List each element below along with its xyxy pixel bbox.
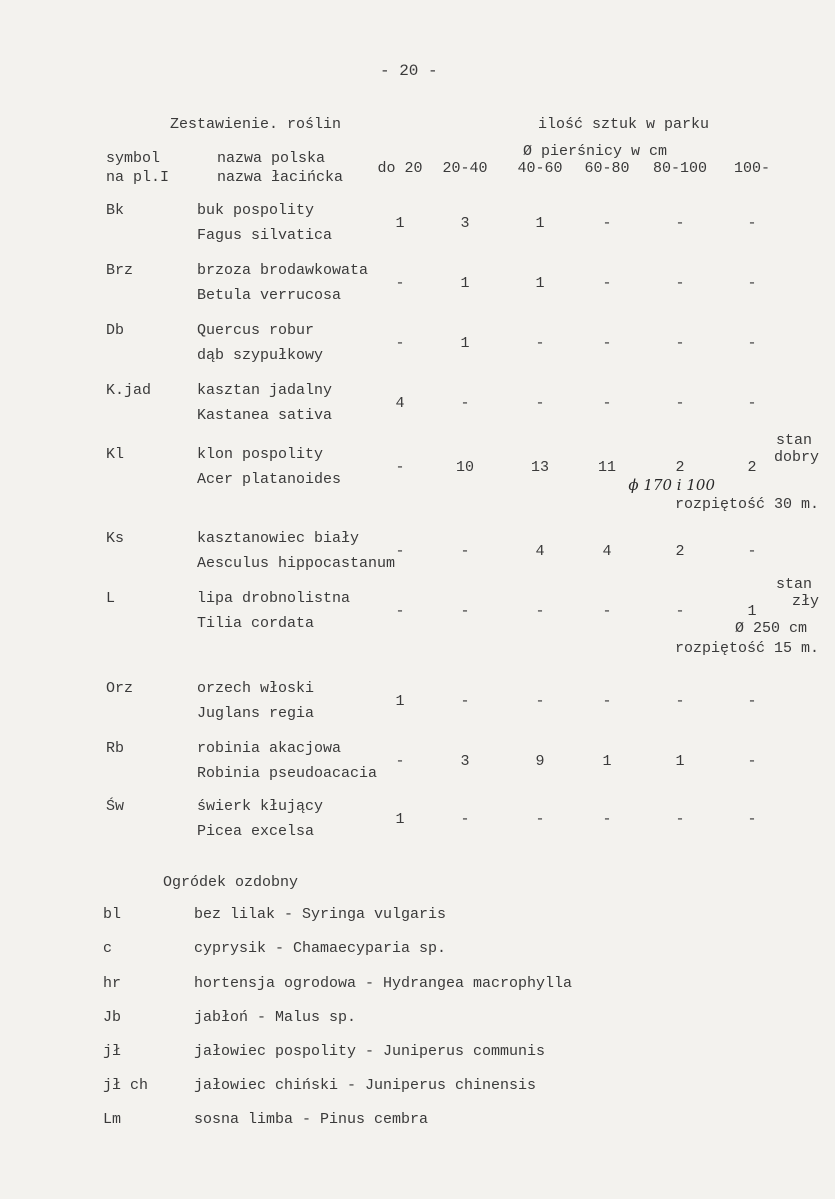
tree-count: - <box>395 335 405 352</box>
tree-count: - <box>395 459 405 476</box>
tree-polish-name: świerk kłujący <box>197 798 324 815</box>
garden-symbol: Jb <box>103 1009 122 1026</box>
tree-latin-name: Juglans regia <box>197 705 315 722</box>
diameter-title: Ø pierśnicy w cm <box>523 143 668 160</box>
tree-polish-name: orzech włoski <box>197 680 315 697</box>
tree-count: - <box>675 395 685 412</box>
tree-count: - <box>460 693 470 710</box>
tree-count: 1 <box>395 215 405 232</box>
note-state: stan <box>775 432 812 449</box>
tree-count: - <box>675 215 685 232</box>
tree-count: 1 <box>395 693 405 710</box>
tree-count: 4 <box>535 543 545 560</box>
tree-latin-name: Kastanea sativa <box>197 407 333 424</box>
tree-polish-name: robinia akacjowa <box>197 740 342 757</box>
table-title: Zestawienie. roślin <box>170 116 342 133</box>
garden-text: hortensja ogrodowa - Hydrangea macrophylla <box>194 975 573 992</box>
tree-count: - <box>747 543 757 560</box>
tree-latin-name: Betula verrucosa <box>197 287 342 304</box>
garden-symbol: Lm <box>103 1111 122 1128</box>
garden-text: cyprysik - Chamaecyparia sp. <box>194 940 447 957</box>
garden-symbol: c <box>103 940 113 957</box>
tree-symbol: Rb <box>106 740 125 757</box>
note-state: dobry <box>773 449 819 466</box>
tree-count: 2 <box>747 459 757 476</box>
garden-symbol: jł <box>103 1043 122 1060</box>
tree-symbol: Kl <box>106 446 125 463</box>
tree-polish-name: lipa drobnolistna <box>197 590 351 607</box>
count-title: ilość sztuk w parku <box>538 116 710 133</box>
header-name-1: nazwa polska <box>217 150 326 167</box>
tree-polish-name: klon pospolity <box>197 446 324 463</box>
garden-text: bez lilak - Syringa vulgaris <box>194 906 447 923</box>
tree-count: - <box>602 395 612 412</box>
tree-count: - <box>535 693 545 710</box>
tree-count: 1 <box>747 603 757 620</box>
tree-symbol: Św <box>106 798 125 815</box>
note-diameter: ϕ 170 i 100 <box>628 476 715 494</box>
tree-count: - <box>675 693 685 710</box>
tree-count: 1 <box>602 753 612 770</box>
tree-count: - <box>675 275 685 292</box>
tree-count: - <box>602 335 612 352</box>
tree-count: - <box>602 215 612 232</box>
tree-count: 1 <box>460 335 470 352</box>
tree-count: 4 <box>395 395 405 412</box>
tree-polish-name: brzoza brodawkowata <box>197 262 369 279</box>
size-column-header: 40-60 <box>517 160 563 177</box>
note-span: rozpiętość 30 m. <box>674 496 819 513</box>
tree-count: - <box>395 275 405 292</box>
tree-count: - <box>747 693 757 710</box>
tree-count: - <box>747 335 757 352</box>
page-number: - 20 - <box>380 62 438 80</box>
tree-count: - <box>535 603 545 620</box>
garden-text: jabłoń - Malus sp. <box>194 1009 357 1026</box>
tree-count: - <box>395 753 405 770</box>
tree-count: - <box>602 693 612 710</box>
tree-count: - <box>675 335 685 352</box>
tree-count: - <box>535 811 545 828</box>
tree-latin-name: Acer platanoides <box>197 471 342 488</box>
garden-symbol: bl <box>103 906 122 923</box>
header-symbol-1: symbol <box>106 150 161 167</box>
tree-count: - <box>395 603 405 620</box>
tree-count: 10 <box>455 459 475 476</box>
tree-count: - <box>535 335 545 352</box>
tree-count: 3 <box>460 753 470 770</box>
tree-count: 9 <box>535 753 545 770</box>
size-column-header: 60-80 <box>584 160 630 177</box>
size-column-header: 20-40 <box>442 160 488 177</box>
tree-count: - <box>535 395 545 412</box>
tree-count: 3 <box>460 215 470 232</box>
tree-symbol: Ks <box>106 530 125 547</box>
tree-latin-name: dąb szypułkowy <box>197 347 324 364</box>
tree-count: - <box>602 603 612 620</box>
tree-count: 1 <box>535 215 545 232</box>
tree-count: 1 <box>675 753 685 770</box>
tree-count: 13 <box>530 459 550 476</box>
tree-count: - <box>460 395 470 412</box>
size-column-header: do 20 <box>377 160 423 177</box>
tree-polish-name: Quercus robur <box>197 322 315 339</box>
note-span: rozpiętość 15 m. <box>674 640 819 657</box>
tree-count: - <box>602 811 612 828</box>
tree-count: - <box>747 753 757 770</box>
tree-latin-name: Aesculus hippocastanum <box>197 555 396 572</box>
garden-symbol: jł ch <box>103 1077 149 1094</box>
tree-symbol: Db <box>106 322 125 339</box>
tree-count: - <box>460 603 470 620</box>
tree-polish-name: buk pospolity <box>197 202 315 219</box>
garden-text: jałowiec pospolity - Juniperus communis <box>194 1043 546 1060</box>
tree-latin-name: Fagus silvatica <box>197 227 333 244</box>
tree-count: - <box>395 543 405 560</box>
garden-text: sosna limba - Pinus cembra <box>194 1111 429 1128</box>
garden-text: jałowiec chiński - Juniperus chinensis <box>194 1077 537 1094</box>
tree-count: - <box>460 543 470 560</box>
tree-symbol: Bk <box>106 202 125 219</box>
tree-count: - <box>747 811 757 828</box>
size-column-header: 80-100 <box>652 160 708 177</box>
garden-symbol: hr <box>103 975 122 992</box>
tree-count: - <box>460 811 470 828</box>
tree-count: 4 <box>602 543 612 560</box>
tree-count: 11 <box>597 459 617 476</box>
note-state: zły <box>791 593 819 610</box>
header-symbol-2: na pl.I <box>106 169 170 186</box>
header-name-2: nazwa łacińcka <box>217 169 344 186</box>
tree-count: 1 <box>535 275 545 292</box>
garden-title: Ogródek ozdobny <box>163 874 299 891</box>
tree-latin-name: Robinia pseudoacacia <box>197 765 378 782</box>
tree-count: 1 <box>460 275 470 292</box>
tree-count: - <box>747 395 757 412</box>
note-diameter: Ø 250 cm <box>734 620 807 637</box>
tree-symbol: Brz <box>106 262 134 279</box>
tree-count: - <box>747 215 757 232</box>
tree-count: - <box>675 811 685 828</box>
tree-count: - <box>675 603 685 620</box>
tree-count: 2 <box>675 459 685 476</box>
note-state: stan <box>775 576 812 593</box>
tree-count: - <box>602 275 612 292</box>
tree-count: - <box>747 275 757 292</box>
tree-latin-name: Picea excelsa <box>197 823 315 840</box>
tree-count: 1 <box>395 811 405 828</box>
tree-polish-name: kasztan jadalny <box>197 382 333 399</box>
tree-count: 2 <box>675 543 685 560</box>
tree-symbol: L <box>106 590 116 607</box>
tree-latin-name: Tilia cordata <box>197 615 315 632</box>
tree-symbol: Orz <box>106 680 134 697</box>
tree-polish-name: kasztanowiec biały <box>197 530 360 547</box>
size-column-header: 100- <box>733 160 771 177</box>
tree-symbol: K.jad <box>106 382 152 399</box>
